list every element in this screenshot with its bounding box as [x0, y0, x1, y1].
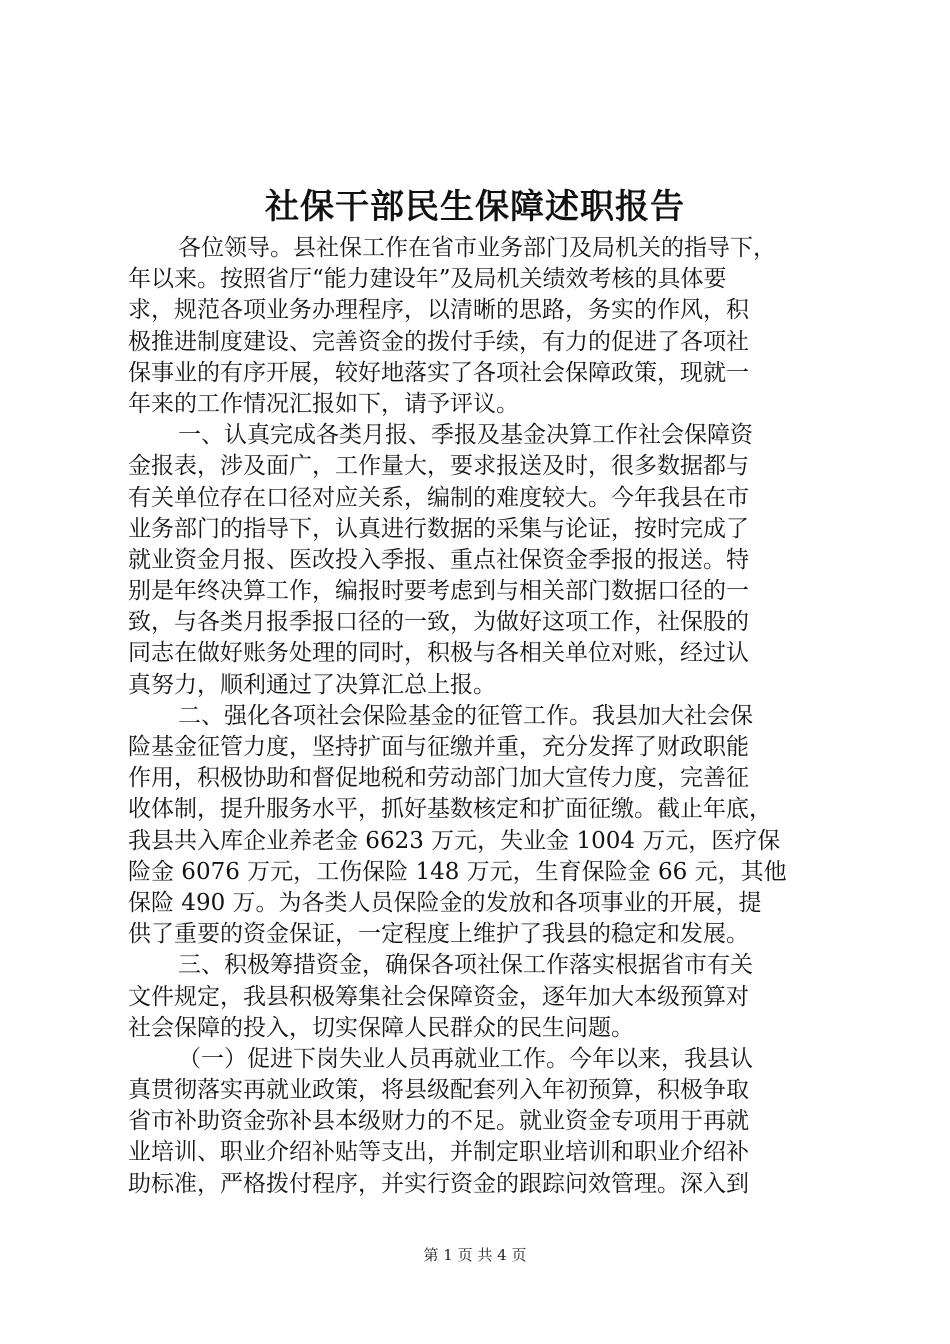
text-line: 业培训、职业介绍补贴等支出，并制定职业培训和职业介绍补	[128, 1139, 749, 1166]
text-line: 就业资金月报、医改投入季报、重点社保资金季报的报送。特	[128, 546, 749, 573]
text-line: 保险 490 万。为各类人员保险金的发放和各项事业的开展，提	[128, 889, 762, 916]
text-line: 别是年终决算工作，编报时要考虑到与相关部门数据口径的一	[128, 578, 749, 605]
text-line: 业务部门的指导下，认真进行数据的采集与论证，按时完成了	[128, 515, 749, 542]
text-line: 我县共入库企业养老金 6623 万元，失业金 1004 万元，医疗保	[128, 827, 781, 854]
text-line: 三、积极筹措资金，确保各项社保工作落实根据省市有关	[178, 952, 753, 979]
document-body	[128, 233, 828, 1200]
text-line: 助标准，严格拨付程序，并实行资金的跟踪问效管理。深入到	[128, 1170, 749, 1197]
text-line: 文件规定，我县积极筹集社会保障资金，逐年加大本级预算对	[128, 983, 749, 1010]
text-line: 真贯彻落实再就业政策，将县级配套列入年初预算，积极争取	[128, 1077, 749, 1104]
text-line: 极推进制度建设、完善资金的拨付手续，有力的促进了各项社	[128, 328, 749, 355]
text-line: 各位领导。县社保工作在省市业务部门及局机关的指导下，	[178, 235, 776, 261]
text-line: 省市补助资金弥补县本级财力的不足。就业资金专项用于再就	[128, 1108, 749, 1135]
text-line: 作用，积极协助和督促地税和劳动部门加大宣传力度，完善征	[128, 765, 749, 792]
text-line: 社会保障的投入，切实保障人民群众的民生问题。	[128, 1014, 634, 1041]
text-line: 险基金征管力度，坚持扩面与征缴并重，充分发挥了财政职能	[128, 734, 749, 760]
text-line: 致，与各类月报季报口径的一致，为做好这项工作，社保股的	[128, 609, 749, 636]
text-line: 同志在做好账务处理的同时，积极与各相关单位对账，经过认	[128, 640, 749, 667]
text-line: 金报表，涉及面广，工作量大，要求报送及时，很多数据都与	[128, 453, 749, 480]
text-line: 真努力，顺利通过了决算汇总上报。	[128, 671, 496, 698]
text-line: 险金 6076 万元，工伤保险 148 万元，生育保险金 66 元，其他	[128, 858, 787, 885]
text-line: 求，规范各项业务办理程序，以清晰的思路，务实的作风，积	[128, 297, 749, 324]
text-line: 收体制，提升服务水平，抓好基数核定和扩面征缴。截止年底，	[128, 796, 772, 823]
text-line: （一）促进下岗失业人员再就业工作。今年以来，我县认	[178, 1045, 753, 1072]
document-title: 社保干部民生保障述职报告	[265, 187, 685, 227]
text-line: 二、强化各项社会保险基金的征管工作。我县加大社会保	[178, 702, 753, 729]
page-footer: 第 1 页 共 4 页	[423, 1246, 527, 1264]
text-line: 一、认真完成各类月报、季报及基金决算工作社会保障资	[178, 422, 753, 449]
text-line: 年来的工作情况汇报如下，请予评议。	[128, 390, 519, 417]
text-line: 有关单位存在口径对应关系，编制的难度较大。今年我县在市	[128, 484, 749, 511]
text-line: 供了重要的资金保证，一定程度上维护了我县的稳定和发展。	[128, 921, 749, 948]
text-line: 保事业的有序开展，较好地落实了各项社会保障政策，现就一	[128, 359, 749, 386]
text-line: 年以来。按照省厅“能力建设年”及局机关绩效考核的具体要	[128, 266, 727, 293]
